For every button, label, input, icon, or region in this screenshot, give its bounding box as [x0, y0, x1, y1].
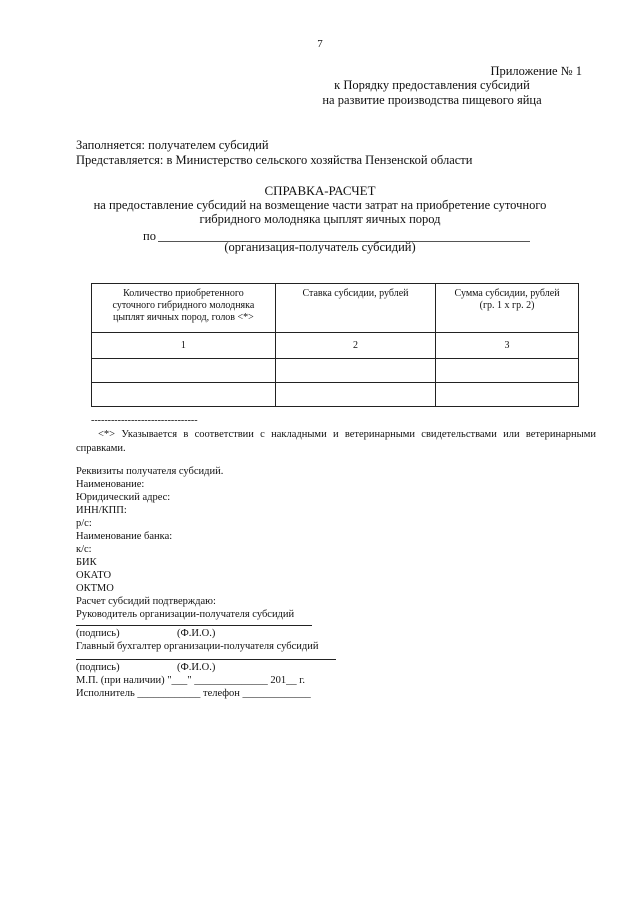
- table-row: [92, 383, 579, 407]
- details-inn-kpp: ИНН/КПП:: [76, 505, 127, 516]
- table-cell: 1: [92, 333, 276, 359]
- accountant-title: Главный бухгалтер организации-получателя субсидий: [76, 641, 319, 652]
- head-fio-label: (Ф.И.О.): [177, 628, 216, 639]
- table-row: [92, 359, 579, 383]
- accountant-fio-label: (Ф.И.О.): [177, 662, 216, 673]
- organization-caption: (организация-получатель субсидий): [224, 240, 416, 254]
- details-legal-address: Юридический адрес:: [76, 492, 171, 503]
- document-title: СПРАВКА-РАСЧЕТ: [264, 183, 376, 198]
- table-cell: 3: [436, 333, 579, 359]
- details-corr-account: к/с:: [76, 544, 92, 555]
- executor-line: Исполнитель ____________ телефон _____________: [76, 688, 311, 699]
- stamp-date-line: М.П. (при наличии) "___" ______________ 201__ г.: [76, 675, 305, 686]
- appendix-line-2: к Порядку предоставления субсидий: [334, 78, 530, 92]
- details-okato: ОКАТО: [76, 570, 112, 581]
- table-cell: [436, 359, 579, 383]
- details-bik: БИК: [76, 557, 97, 568]
- table-header-cell: Количество приобретенного суточного гибридного молодняка цыплят яичных пород, голов <*>: [92, 284, 276, 333]
- details-bank-name: Наименование банка:: [76, 531, 173, 542]
- table-cell: [275, 383, 435, 407]
- document-subtitle-line-2: гибридного молодняка цыплят яичных пород: [199, 212, 441, 226]
- table-column-number-row: [92, 333, 579, 359]
- accountant-signature-line: [76, 659, 336, 660]
- details-account: р/с:: [76, 518, 92, 529]
- head-signature-line: [76, 625, 312, 626]
- details-heading: Реквизиты получателя субсидий.: [76, 466, 224, 477]
- table-header-cell: Ставка субсидии, рублей: [275, 284, 435, 333]
- table-header-cell: Сумма субсидии, рублей (гр. 1 х гр. 2): [436, 284, 579, 333]
- table-cell: [436, 383, 579, 407]
- table-cell: 2: [275, 333, 435, 359]
- confirm-line: Расчет субсидий подтверждаю:: [76, 596, 216, 607]
- appendix-title: Приложение № 1: [490, 64, 582, 78]
- details-oktmo: ОКТМО: [76, 583, 114, 594]
- head-signature-label: (подпись): [76, 628, 120, 639]
- footnote-separator: --------------------------------: [91, 415, 198, 426]
- appendix-line-3: на развитие производства пищевого яйца: [322, 93, 542, 107]
- table-cell: [92, 383, 276, 407]
- footnote-text: <*> Указывается в соответствии с накладными и ветеринарными свидетельствами или ветеринарными справками.: [76, 429, 596, 454]
- filled-by-line: Заполняется: получателем субсидий: [76, 138, 269, 152]
- table-header-row: [92, 284, 579, 333]
- table-cell: [92, 359, 276, 383]
- details-name: Наименование:: [76, 479, 145, 490]
- subsidy-table: [91, 283, 579, 407]
- accountant-signature-label: (подпись): [76, 662, 120, 673]
- po-label: по: [143, 229, 156, 243]
- head-title: Руководитель организации-получателя субсидий: [76, 609, 295, 620]
- submitted-to-line: Представляется: в Министерство сельского хозяйства Пензенской области: [76, 153, 473, 167]
- table-cell: [275, 359, 435, 383]
- document-subtitle-line-1: на предоставление субсидий на возмещение части затрат на приобретение суточного: [93, 198, 547, 212]
- page-number: 7: [317, 38, 323, 50]
